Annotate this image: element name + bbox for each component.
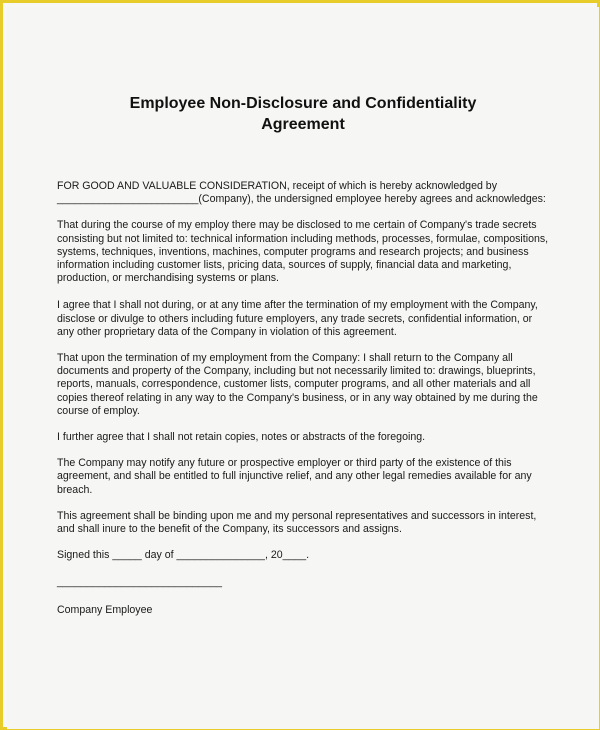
paragraph-binding: This agreement shall be binding upon me and my personal representatives and successors in interest, and shall inure to the benefit of the Company, its successors and assigns. [57,509,537,536]
document-title [7,93,599,135]
paragraph-non-disclosure: I agree that I shall not during, or at any time after the termination of my employment with the Company, disclose or divulge to others including future employers, any trade secrets, confidential information, or any other proprietary data of the Company in violation of this agreement. [57,299,538,338]
paragraph-consideration: FOR GOOD AND VALUABLE CONSIDERATION, receipt of which is hereby acknowledged by ________________________(Company), the undersigned employee hereby agrees and acknowledges: [57,180,546,206]
paragraph-return-property: That upon the termination of my employment from the Company: I shall return to the Company all documents and property of the Company, including but not necessarily limited to: drawings, blueprints, reports, manuals, correspondence, customer lists, computer programs, and all other materials and all copies thereof relating in any way to the Company's business, or in any way obtained by me during the course of employ. [57,352,538,417]
signature-line: ____________________________ [57,576,222,589]
document-body [57,180,549,630]
paragraph-trade-secrets: That during the course of my employ there may be disclosed to me certain of Company's trade secrets consisting but not limited to: technical information including methods, processes, formulae, compositions, systems, techniques, inventions, machines, computer programs and research projects; and business information including customer lists, pricing data, sources of supply, financial data and marketing, production, or merchandising systems or plans. [57,219,549,285]
paragraph-notification: The Company may notify any future or prospective employer or third party of the existence of this agreement, and shall be entitled to full injunctive relief, and any other legal remedies available for any breach. [57,457,532,496]
signature-label: Company Employee [57,603,153,616]
paragraph-no-copies: I further agree that I shall not retain copies, notes or abstracts of the foregoing. [57,431,426,444]
title-line-2: Agreement [261,116,345,133]
document-page [7,7,599,729]
title-line-1: Employee Non-Disclosure and Confidentiality [129,95,477,112]
signed-date-line: Signed this _____ day of _______________, 20____. [57,549,310,562]
